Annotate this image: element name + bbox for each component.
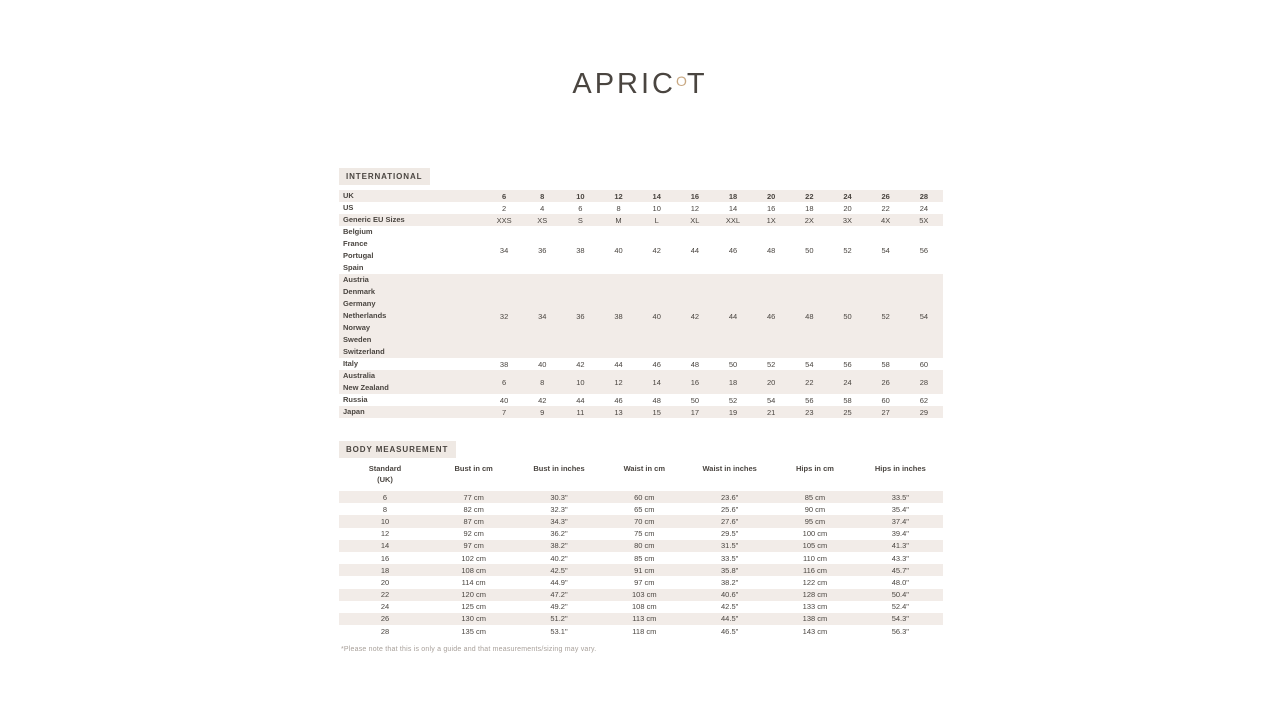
table-cell: 95 cm <box>772 515 857 527</box>
column-header: Hips in inches <box>874 464 926 473</box>
table-cell: 12 <box>676 202 714 214</box>
table-cell: 56 <box>828 358 866 370</box>
table-row <box>339 214 943 226</box>
table-cell: 108 cm <box>602 601 687 613</box>
table-cell: 14 <box>638 370 676 394</box>
table-row <box>339 515 943 527</box>
table-row <box>339 589 943 601</box>
table-cell: 32.3" <box>516 503 601 515</box>
body-table-head <box>339 461 943 491</box>
row-label <box>339 202 485 214</box>
table-cell: 52 <box>828 226 866 274</box>
table-cell: 44.9" <box>516 576 601 588</box>
table-cell: 37.4" <box>858 515 943 527</box>
table-cell: 51.2" <box>516 613 601 625</box>
row-label-line: Japan <box>343 407 365 416</box>
body-measurement-table <box>339 461 943 637</box>
table-cell: XXL <box>714 214 752 226</box>
table-cell: 133 cm <box>772 601 857 613</box>
table-cell: 38 <box>599 274 637 358</box>
table-cell: 28 <box>339 625 431 637</box>
table-cell: 90 cm <box>772 503 857 515</box>
table-cell: 22 <box>790 370 828 394</box>
table-cell: 92 cm <box>431 528 516 540</box>
table-cell: 2 <box>485 202 523 214</box>
table-cell: 60 <box>905 358 943 370</box>
table-cell: 46.5" <box>687 625 772 637</box>
table-cell: 54 <box>867 226 905 274</box>
table-cell: 108 cm <box>431 564 516 576</box>
footnote: *Please note that this is only a guide and that measurements/sizing may vary. <box>341 646 597 653</box>
table-cell: 40 <box>599 226 637 274</box>
table-row <box>339 503 943 515</box>
table-cell: 6 <box>561 202 599 214</box>
table-cell: 105 cm <box>772 540 857 552</box>
table-cell: 36 <box>561 274 599 358</box>
row-label <box>339 226 485 274</box>
table-cell: 26 <box>867 370 905 394</box>
body-table-header-row <box>339 461 943 491</box>
table-cell: 36.2" <box>516 528 601 540</box>
table-cell: 25 <box>828 406 866 418</box>
table-row <box>339 226 943 274</box>
table-cell: 28 <box>905 190 943 202</box>
section-label-international: INTERNATIONAL <box>339 168 430 185</box>
table-cell: 40 <box>523 358 561 370</box>
table-cell: 14 <box>339 540 431 552</box>
table-row <box>339 601 943 613</box>
row-label <box>339 394 485 406</box>
table-cell: 18 <box>790 202 828 214</box>
table-cell: 56.3" <box>858 625 943 637</box>
table-cell: 35.8" <box>687 564 772 576</box>
table-row <box>339 358 943 370</box>
table-cell: 24 <box>828 190 866 202</box>
table-cell: 102 cm <box>431 552 516 564</box>
table-cell: 50 <box>828 274 866 358</box>
table-cell: 22 <box>867 202 905 214</box>
table-cell: 53.1" <box>516 625 601 637</box>
table-cell: 16 <box>676 370 714 394</box>
table-cell: 113 cm <box>602 613 687 625</box>
table-cell: 12 <box>599 190 637 202</box>
table-cell: 33.5" <box>687 552 772 564</box>
row-label-line: Italy <box>343 359 359 368</box>
table-cell: 16 <box>676 190 714 202</box>
table-row <box>339 190 943 202</box>
table-cell: 135 cm <box>431 625 516 637</box>
table-cell: 22 <box>790 190 828 202</box>
table-cell: 34 <box>485 226 523 274</box>
table-cell: 50 <box>676 394 714 406</box>
table-cell: 49.2" <box>516 601 601 613</box>
table-cell: 128 cm <box>772 589 857 601</box>
table-cell: 44 <box>599 358 637 370</box>
table-cell: 5X <box>905 214 943 226</box>
table-cell: 50.4" <box>858 589 943 601</box>
table-cell: 35.4" <box>858 503 943 515</box>
table-cell: 8 <box>523 370 561 394</box>
table-cell: 38 <box>561 226 599 274</box>
table-cell: 29 <box>905 406 943 418</box>
table-cell: 12 <box>339 528 431 540</box>
brand-logo <box>0 68 1280 101</box>
table-cell: 114 cm <box>431 576 516 588</box>
table-cell: 65 cm <box>602 503 687 515</box>
row-label-line: Netherlands <box>343 311 387 320</box>
table-cell: 54.3" <box>858 613 943 625</box>
table-cell: 32 <box>485 274 523 358</box>
table-row <box>339 202 943 214</box>
column-header: Waist in inches <box>702 464 757 473</box>
brand-logo-accent-o: O <box>676 73 687 89</box>
table-cell: 18 <box>714 190 752 202</box>
brand-logo-part2: T <box>686 68 708 100</box>
table-cell: 13 <box>599 406 637 418</box>
row-label-line: Norway <box>343 323 371 332</box>
table-cell: 56 <box>790 394 828 406</box>
row-label <box>339 406 485 418</box>
row-label-line: Sweden <box>343 335 372 344</box>
table-cell: 42 <box>523 394 561 406</box>
table-cell: 97 cm <box>431 540 516 552</box>
brand-logo-part1: APRIC <box>572 68 677 100</box>
table-cell: 18 <box>339 564 431 576</box>
table-cell: 44 <box>714 274 752 358</box>
table-cell: 138 cm <box>772 613 857 625</box>
table-cell: 47.2" <box>516 589 601 601</box>
table-cell: 75 cm <box>602 528 687 540</box>
column-header: Hips in cm <box>796 464 834 473</box>
table-cell: 44 <box>561 394 599 406</box>
table-cell: 28 <box>905 370 943 394</box>
table-cell: 27.6" <box>687 515 772 527</box>
table-cell: 14 <box>638 190 676 202</box>
column-header <box>339 461 431 491</box>
table-cell: 16 <box>339 552 431 564</box>
row-label-line: New Zealand <box>343 383 389 392</box>
row-label-line: UK <box>343 191 354 200</box>
row-label-line: Australia <box>343 371 376 380</box>
row-label <box>339 370 485 394</box>
table-cell: 118 cm <box>602 625 687 637</box>
table-cell: 36 <box>523 226 561 274</box>
table-cell: 42.5" <box>516 564 601 576</box>
table-cell: 40.2" <box>516 552 601 564</box>
table-cell: 8 <box>599 202 637 214</box>
table-cell: 4 <box>523 202 561 214</box>
table-cell: 14 <box>714 202 752 214</box>
table-cell: 110 cm <box>772 552 857 564</box>
table-row <box>339 552 943 564</box>
row-label <box>339 358 485 370</box>
table-row <box>339 564 943 576</box>
table-cell: 77 cm <box>431 491 516 503</box>
row-label-line: Generic EU Sizes <box>343 215 405 224</box>
table-cell: 54 <box>790 358 828 370</box>
row-label <box>339 190 485 202</box>
column-header: Bust in inches <box>533 464 585 473</box>
table-cell: 44 <box>676 226 714 274</box>
table-cell: 10 <box>561 190 599 202</box>
table-cell: 82 cm <box>431 503 516 515</box>
table-cell: 48.0" <box>858 576 943 588</box>
table-cell: 125 cm <box>431 601 516 613</box>
table-cell: 54 <box>905 274 943 358</box>
table-cell: 87 cm <box>431 515 516 527</box>
table-cell: 120 cm <box>431 589 516 601</box>
row-label-line: US <box>343 203 354 212</box>
column-header: Bust in cm <box>454 464 493 473</box>
table-cell: 26 <box>867 190 905 202</box>
table-cell: 30.3" <box>516 491 601 503</box>
section-label-body-measurement: BODY MEASUREMENT <box>339 441 456 458</box>
table-row <box>339 394 943 406</box>
table-cell: 52.4" <box>858 601 943 613</box>
row-label-line: Spain <box>343 263 364 272</box>
table-cell: 103 cm <box>602 589 687 601</box>
body-table-body <box>339 491 943 637</box>
table-cell: 50 <box>790 226 828 274</box>
table-cell: 20 <box>339 576 431 588</box>
table-cell: 18 <box>714 370 752 394</box>
table-cell: 44.5" <box>687 613 772 625</box>
brand-logo-text <box>572 68 707 101</box>
table-cell: 6 <box>339 491 431 503</box>
table-cell: 85 cm <box>602 552 687 564</box>
table-cell: 25.6" <box>687 503 772 515</box>
table-cell: 22 <box>339 589 431 601</box>
table-cell: 97 cm <box>602 576 687 588</box>
table-row <box>339 528 943 540</box>
table-cell: 6 <box>485 190 523 202</box>
table-cell: M <box>599 214 637 226</box>
table-cell: 40 <box>485 394 523 406</box>
table-row <box>339 625 943 637</box>
table-cell: S <box>561 214 599 226</box>
table-cell: 43.3" <box>858 552 943 564</box>
row-label-line: France <box>343 239 368 248</box>
table-cell: 48 <box>676 358 714 370</box>
table-cell: 130 cm <box>431 613 516 625</box>
table-cell: 10 <box>339 515 431 527</box>
table-cell: 58 <box>828 394 866 406</box>
table-row <box>339 406 943 418</box>
table-cell: 19 <box>714 406 752 418</box>
table-cell: 122 cm <box>772 576 857 588</box>
table-cell: 3X <box>828 214 866 226</box>
table-cell: 52 <box>714 394 752 406</box>
table-cell: 45.7" <box>858 564 943 576</box>
table-cell: 58 <box>867 358 905 370</box>
table-cell: 29.5" <box>687 528 772 540</box>
table-cell: 91 cm <box>602 564 687 576</box>
table-cell: 100 cm <box>772 528 857 540</box>
table-cell: 9 <box>523 406 561 418</box>
table-cell: 23 <box>790 406 828 418</box>
row-label-line: Austria <box>343 275 369 284</box>
table-cell: 48 <box>752 226 790 274</box>
row-label-line: Belgium <box>343 227 373 236</box>
row-label-line: Russia <box>343 395 368 404</box>
table-cell: 54 <box>752 394 790 406</box>
table-cell: 38.2" <box>516 540 601 552</box>
table-cell: 27 <box>867 406 905 418</box>
table-cell: 20 <box>828 202 866 214</box>
table-cell: 143 cm <box>772 625 857 637</box>
table-row <box>339 370 943 394</box>
table-cell: 39.4" <box>858 528 943 540</box>
table-cell: 80 cm <box>602 540 687 552</box>
row-label-line: Germany <box>343 299 376 308</box>
table-cell: 48 <box>638 394 676 406</box>
table-row <box>339 540 943 552</box>
table-cell: 70 cm <box>602 515 687 527</box>
table-cell: 20 <box>752 370 790 394</box>
table-row <box>339 491 943 503</box>
row-label-line: Switzerland <box>343 347 385 356</box>
table-cell: 2X <box>790 214 828 226</box>
table-cell: 38.2" <box>687 576 772 588</box>
table-cell: 46 <box>599 394 637 406</box>
table-cell: 12 <box>599 370 637 394</box>
column-header-line: (UK) <box>377 475 393 484</box>
table-cell: 41.3" <box>858 540 943 552</box>
table-cell: 38 <box>485 358 523 370</box>
table-cell: 11 <box>561 406 599 418</box>
table-row <box>339 613 943 625</box>
table-cell: 26 <box>339 613 431 625</box>
table-cell: 21 <box>752 406 790 418</box>
table-cell: 23.6" <box>687 491 772 503</box>
table-cell: XS <box>523 214 561 226</box>
table-cell: 34.3" <box>516 515 601 527</box>
table-cell: 1X <box>752 214 790 226</box>
table-cell: 17 <box>676 406 714 418</box>
table-cell: 62 <box>905 394 943 406</box>
table-cell: 8 <box>339 503 431 515</box>
table-cell: 24 <box>905 202 943 214</box>
table-cell: 52 <box>752 358 790 370</box>
table-cell: 46 <box>638 358 676 370</box>
table-cell: 33.5" <box>858 491 943 503</box>
table-cell: 48 <box>790 274 828 358</box>
table-cell: 16 <box>752 202 790 214</box>
table-cell: 56 <box>905 226 943 274</box>
table-cell: 4X <box>867 214 905 226</box>
table-cell: 60 <box>867 394 905 406</box>
table-cell: 52 <box>867 274 905 358</box>
table-cell: 34 <box>523 274 561 358</box>
column-header: Waist in cm <box>623 464 666 473</box>
international-size-table <box>339 190 943 418</box>
table-cell: L <box>638 214 676 226</box>
table-cell: 50 <box>714 358 752 370</box>
table-cell: 8 <box>523 190 561 202</box>
table-cell: 7 <box>485 406 523 418</box>
table-cell: 42 <box>638 226 676 274</box>
table-cell: 24 <box>828 370 866 394</box>
table-cell: 40 <box>638 274 676 358</box>
table-cell: 116 cm <box>772 564 857 576</box>
row-label-line: Denmark <box>343 287 376 296</box>
table-cell: 85 cm <box>772 491 857 503</box>
table-cell: 40.6" <box>687 589 772 601</box>
row-label <box>339 274 485 358</box>
row-label-line: Portugal <box>343 251 374 260</box>
table-cell: 42 <box>676 274 714 358</box>
row-label <box>339 214 485 226</box>
table-cell: 15 <box>638 406 676 418</box>
table-row <box>339 274 943 358</box>
table-cell: 24 <box>339 601 431 613</box>
table-cell: 31.5" <box>687 540 772 552</box>
table-cell: 42.5" <box>687 601 772 613</box>
table-cell: 10 <box>561 370 599 394</box>
table-cell: 46 <box>752 274 790 358</box>
table-cell: 42 <box>561 358 599 370</box>
table-cell: XXS <box>485 214 523 226</box>
table-cell: XL <box>676 214 714 226</box>
table-cell: 20 <box>752 190 790 202</box>
table-cell: 46 <box>714 226 752 274</box>
table-cell: 10 <box>638 202 676 214</box>
international-table-body <box>339 190 943 418</box>
table-row <box>339 576 943 588</box>
column-header-line: Standard <box>368 464 402 473</box>
table-cell: 60 cm <box>602 491 687 503</box>
table-cell: 6 <box>485 370 523 394</box>
